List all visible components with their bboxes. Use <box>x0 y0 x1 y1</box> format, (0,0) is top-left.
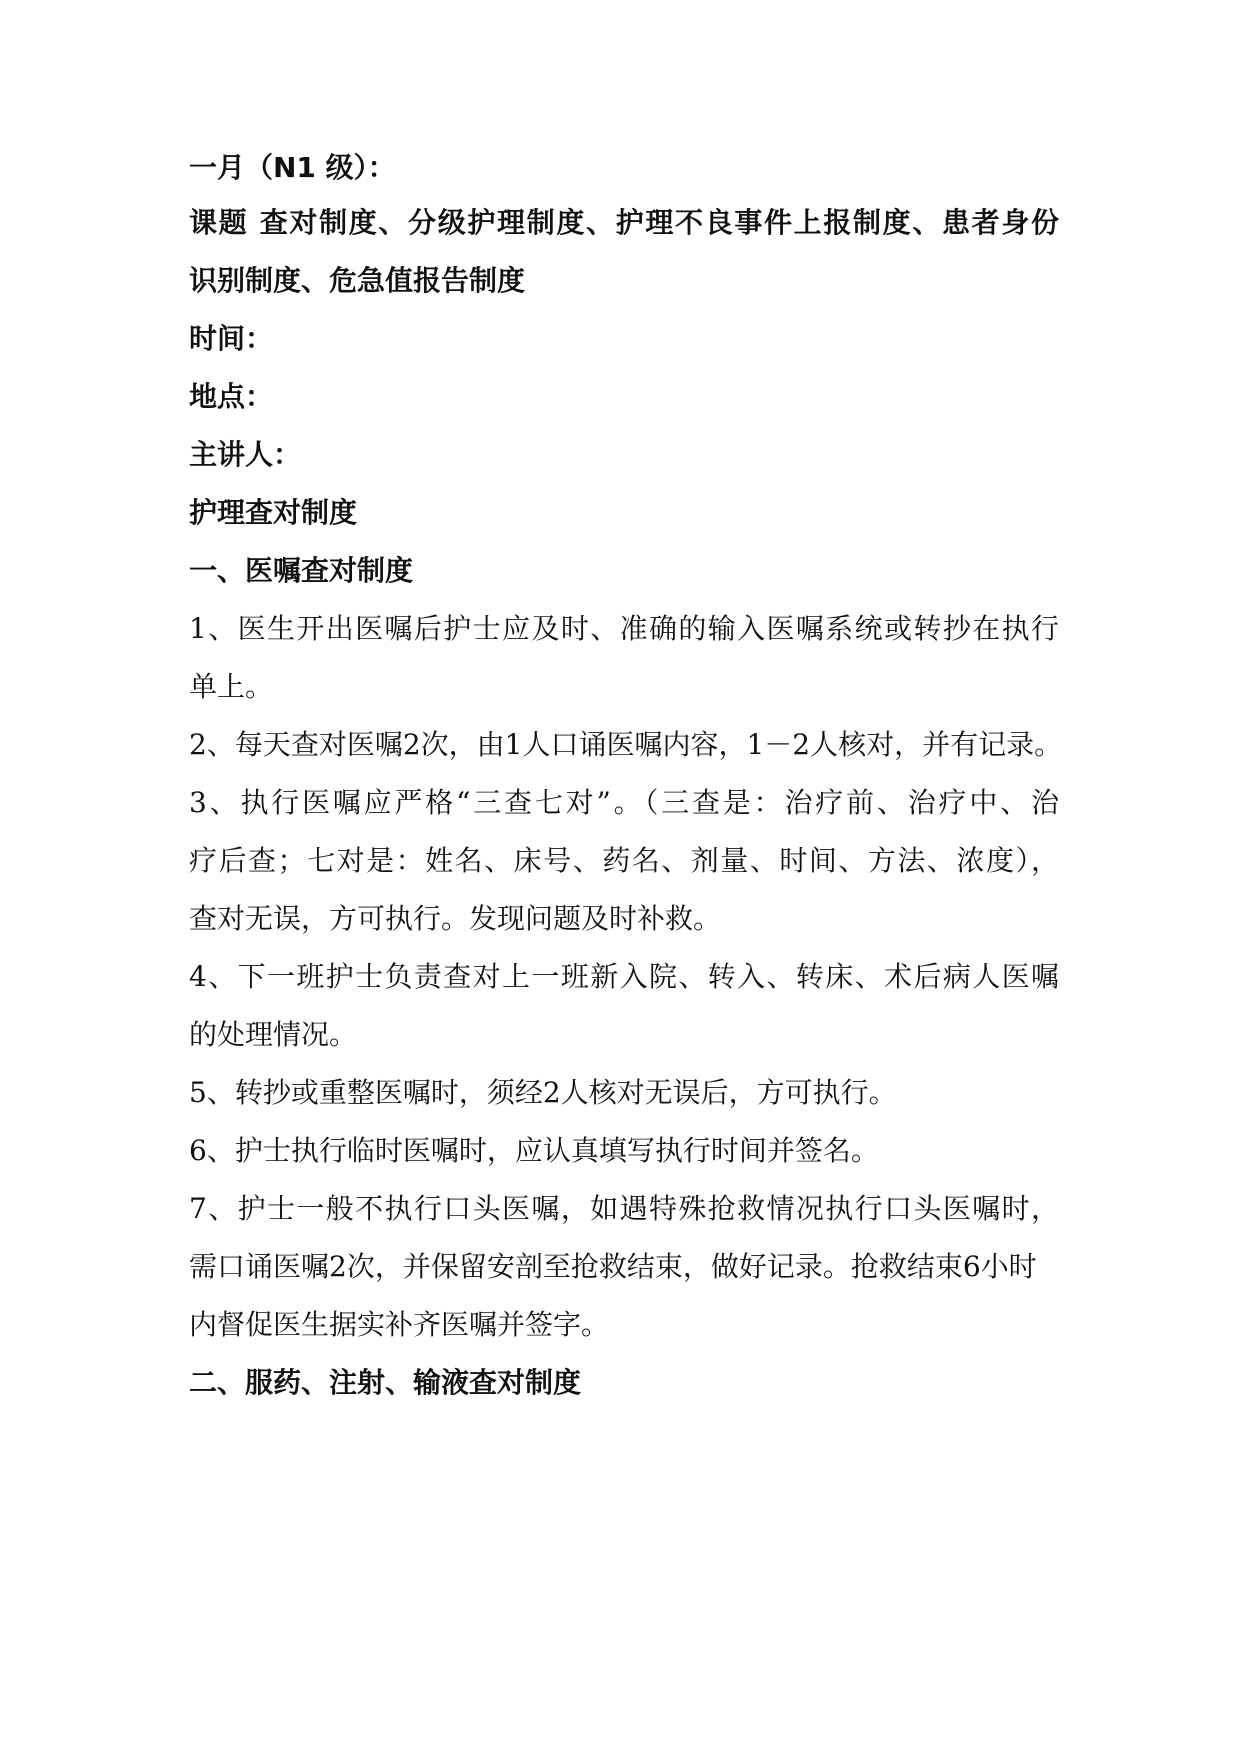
item-3-line-3: 查对无误，方可执行。发现问题及时补救。 <box>189 902 722 935</box>
item-1-line-1: 1、医生开出医嘱后护士应及时、准确的输入医嘱系统或转抄在执行 <box>189 612 1059 645</box>
subsection-1-title: 一、医嘱查对制度 <box>189 554 414 587</box>
item-4-line-1: 4、下一班护士负责查对上一班新入院、转入、转床、术后病人医嘱 <box>189 960 1059 993</box>
item-1-line-2: 单上。 <box>189 670 274 703</box>
speaker-label: 主讲人： <box>189 438 302 471</box>
month-heading: 一月（N1 级）： <box>189 151 396 184</box>
item-7-line-3: 内督促医生据实补齐医嘱并签字。 <box>189 1308 610 1341</box>
place-label: 地点： <box>189 380 274 413</box>
item-3-line-2: 疗后查；七对是：姓名、床号、药名、剂量、时间、方法、浓度）， <box>189 844 1059 877</box>
topic-line-2: 识别制度、危急值报告制度 <box>189 264 526 297</box>
item-5-line-1: 5、转抄或重整医嘱时，须经2人核对无误后，方可执行。 <box>189 1076 897 1109</box>
item-7-line-1: 7、护士一般不执行口头医嘱，如遇特殊抢救情况执行口头医嘱时， <box>189 1192 1059 1225</box>
section-title: 护理查对制度 <box>189 496 358 529</box>
item-7-line-2: 需口诵医嘱2次，并保留安剖至抢救结束，做好记录。抢救结束6小时 <box>189 1250 1037 1283</box>
subsection-2-title: 二、服药、注射、输液查对制度 <box>189 1366 582 1399</box>
item-6-line-1: 6、护士执行临时医嘱时，应认真填写执行时间并签名。 <box>189 1134 879 1167</box>
item-3-line-1: 3、执行医嘱应严格“三查七对”。（三查是：治疗前、治疗中、治 <box>189 786 1059 819</box>
time-label: 时间： <box>189 322 274 355</box>
item-2-line-1: 2、每天查对医嘱2次，由1人口诵医嘱内容，1－2人核对，并有记录。 <box>189 728 1063 761</box>
topic-line-1: 课题 查对制度、分级护理制度、护理不良事件上报制度、患者身份 <box>189 206 1059 239</box>
item-4-line-2: 的处理情况。 <box>189 1018 358 1051</box>
